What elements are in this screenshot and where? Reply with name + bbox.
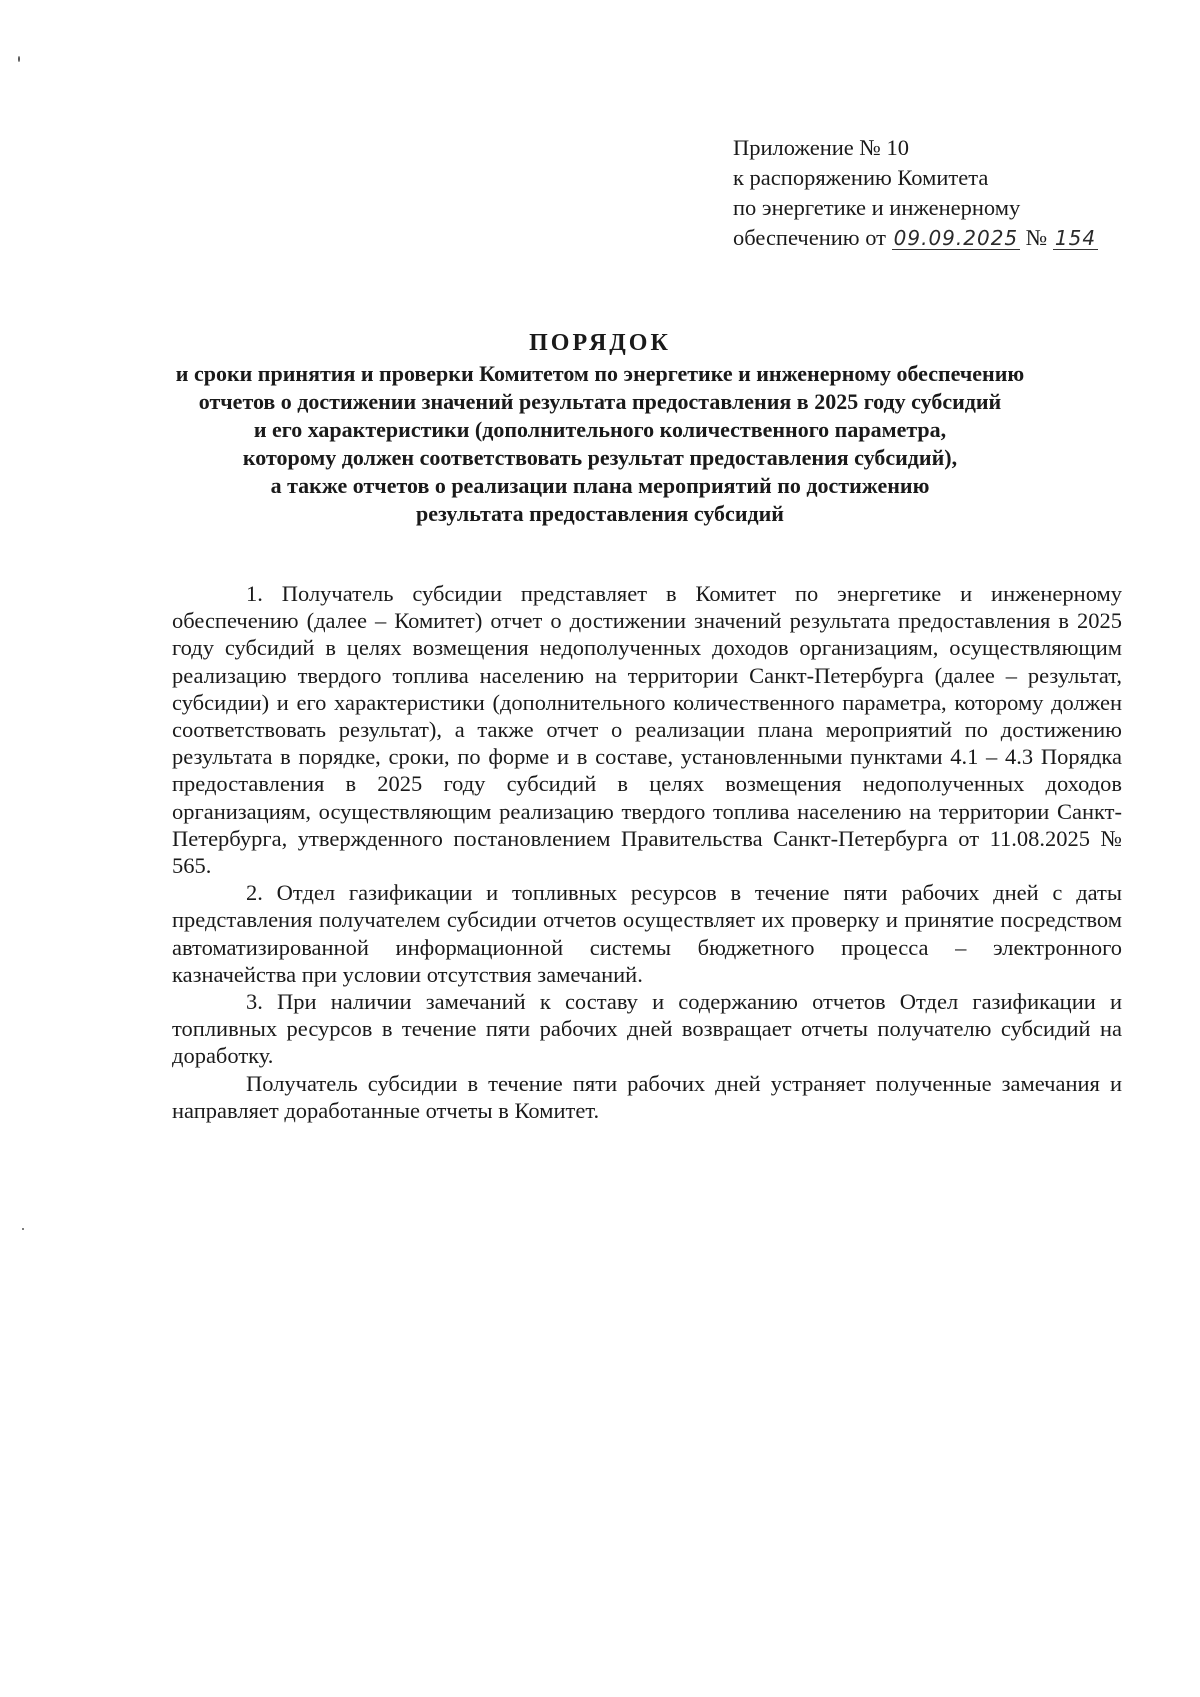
scan-speck	[22, 1228, 24, 1230]
document-body	[172, 580, 1122, 1124]
title-line: и его характеристики (дополнительного количественного параметра,	[253, 417, 947, 442]
title-line: которому должен соответствовать результат предоставления субсидий),	[242, 445, 958, 470]
appendix-header	[733, 133, 1133, 253]
title-line: отчетов о достижении значений результата предоставления в 2025 году субсидий	[198, 389, 1002, 414]
appendix-date-prefix: обеспечению от	[733, 225, 887, 250]
handwritten-number: 154	[1054, 226, 1097, 250]
appendix-number: Приложение № 10	[733, 135, 909, 160]
number-label: №	[1025, 225, 1048, 250]
document-title	[100, 328, 1100, 528]
scan-speck	[18, 56, 20, 62]
paragraph-3: 3. При наличии замечаний к составу и содержанию отчетов Отдел газификации и топливных ресурсов в течение пяти рабочих дней возвращает отчеты получателю субсидий на доработку.	[172, 989, 1122, 1069]
paragraph-2: 2. Отдел газификации и топливных ресурсов в течение пяти рабочих дней с даты представления получателем субсидии отчетов осуществляет их проверку и принятие посредством автоматизированной информационной системы бюджетного процесса – электронного казначейства при условии отсутствия замечаний.	[172, 880, 1122, 987]
title-line: и сроки принятия и проверки Комитетом по энергетике и инженерному обеспечению	[175, 361, 1025, 386]
paragraph-1: 1. Получатель субсидии представляет в Комитет по энергетике и инженерному обеспечению (далее – Комитет) отчет о достижении значений результата предоставления в 2025 году субсидий в целях возмещения недополученных доходов организациям, осуществляющим реализацию твердого топлива населению на территории Санкт-Петербурга (далее – результат, субсидии) и его характеристики (дополнительного количественного параметра, которому должен соответствовать результат), а также отчет о реализации плана мероприятий по достижению результата в порядке, сроки, по форме и в составе, установленными пунктами 4.1 – 4.3 Порядка предоставления в 2025 году субсидий в целях возмещения недополученных доходов организациям, осуществляющим реализацию твердого топлива населению на территории Санкт-Петербурга, утвержденного постановлением Правительства Санкт-Петербурга от 11.08.2025 № 565.	[172, 581, 1122, 879]
appendix-date-line	[733, 223, 1133, 253]
title-line: а также отчетов о реализации плана мероприятий по достижению	[270, 473, 930, 498]
title-line: результата предоставления субсидий	[416, 501, 784, 526]
appendix-committee: по энергетике и инженерному	[733, 195, 1021, 220]
paragraph-4: Получатель субсидии в течение пяти рабочих дней устраняет полученные замечания и направляет доработанные отчеты в Комитет.	[172, 1070, 1122, 1123]
title-main: ПОРЯДОК	[529, 330, 671, 356]
appendix-order-ref: к распоряжению Комитета	[733, 165, 989, 190]
handwritten-date: 09.09.2025	[893, 226, 1019, 250]
